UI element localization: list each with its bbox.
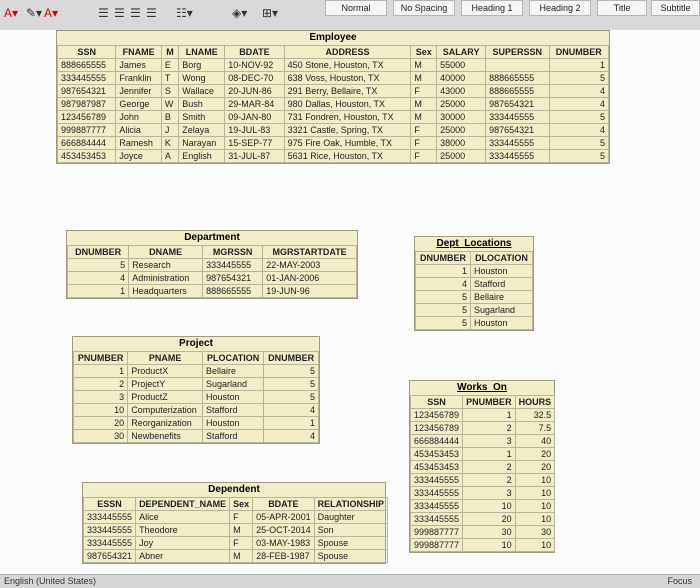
department-header-3: MGRSTARTDATE — [263, 246, 357, 259]
department-header-0: DNUMBER — [68, 246, 129, 259]
department-cell: 888665555 — [203, 285, 263, 298]
dept-locations-cell: Sugarland — [470, 304, 532, 317]
works-on-cell: 10 — [515, 513, 555, 526]
employee-cell: M — [411, 59, 437, 72]
dependent-row — [84, 524, 388, 537]
employee-cell: 5 — [549, 150, 609, 163]
project-cell: Reorganization — [128, 417, 203, 430]
department-table — [66, 230, 358, 299]
works-on-row — [411, 461, 555, 474]
department-header-2: MGRSSN — [203, 246, 263, 259]
department-row — [68, 272, 357, 285]
employee-cell: 38000 — [437, 137, 486, 150]
works-on-cell: 123456789 — [411, 409, 463, 422]
employee-cell: F — [411, 85, 437, 98]
dept-locations-table — [414, 236, 534, 331]
department-cell: Research — [129, 259, 203, 272]
works-on-row — [411, 422, 555, 435]
dependent-header-2: Sex — [230, 498, 253, 511]
font-color-icon[interactable]: A▾ — [44, 6, 59, 20]
dependent-cell: Daughter — [314, 511, 387, 524]
employee-row — [58, 124, 609, 137]
justify-icon[interactable]: ☰ — [146, 6, 157, 20]
employee-row — [58, 72, 609, 85]
employee-cell: 10-NOV-92 — [225, 59, 284, 72]
dependent-header-4: RELATIONSHIP — [314, 498, 387, 511]
dependent-title: Dependent — [208, 484, 260, 495]
employee-row — [58, 98, 609, 111]
employee-cell: Smith — [179, 111, 225, 124]
project-cell: 5 — [264, 391, 319, 404]
employee-cell: 333445555 — [486, 150, 549, 163]
dept-locations-header-0: DNUMBER — [416, 252, 471, 265]
dept-locations-cell: 5 — [416, 304, 471, 317]
employee-table — [56, 30, 610, 164]
employee-header-9: DNUMBER — [549, 46, 609, 59]
works-on-cell: 333445555 — [411, 500, 463, 513]
dept-locations-row — [416, 291, 533, 304]
project-cell: Bellaire — [203, 365, 264, 378]
employee-cell: 19-JUL-83 — [225, 124, 284, 137]
employee-cell: 08-DEC-70 — [225, 72, 284, 85]
employee-cell: 731 Fondren, Houston, TX — [284, 111, 411, 124]
department-cell: 19-JUN-96 — [263, 285, 357, 298]
employee-cell: 15-SEP-77 — [225, 137, 284, 150]
employee-cell: 43000 — [437, 85, 486, 98]
project-cell: 4 — [264, 404, 319, 417]
project-cell: 4 — [264, 430, 319, 443]
project-cell: Newbenefits — [128, 430, 203, 443]
department-cell: 5 — [68, 259, 129, 272]
employee-row — [58, 150, 609, 163]
dependent-cell: Joy — [136, 537, 230, 550]
style-no-spacing[interactable]: No Spacing — [393, 0, 455, 16]
project-cell: ProductZ — [128, 391, 203, 404]
employee-cell: Wallace — [179, 85, 225, 98]
project-row — [74, 365, 319, 378]
works-on-row — [411, 487, 555, 500]
employee-cell: 987987987 — [58, 98, 116, 111]
style-normal[interactable]: Normal — [325, 0, 387, 16]
works-on-cell: 10 — [515, 474, 555, 487]
works-on-cell: 333445555 — [411, 474, 463, 487]
dept-locations-row — [416, 278, 533, 291]
project-header-2: PLOCATION — [203, 352, 264, 365]
works-on-row — [411, 409, 555, 422]
employee-cell: Joyce — [116, 150, 161, 163]
employee-cell: James — [116, 59, 161, 72]
project-row — [74, 430, 319, 443]
project-row — [74, 404, 319, 417]
employee-header-0: SSN — [58, 46, 116, 59]
employee-cell: George — [116, 98, 161, 111]
employee-cell: 5 — [549, 137, 609, 150]
employee-cell: 450 Stone, Houston, TX — [284, 59, 411, 72]
works-on-cell: 10 — [515, 539, 555, 552]
dependent-cell: 333445555 — [84, 524, 136, 537]
works-on-header-2: HOURS — [515, 396, 555, 409]
project-cell: ProjectY — [128, 378, 203, 391]
dept-locations-cell: Stafford — [470, 278, 532, 291]
department-cell: Administration — [129, 272, 203, 285]
works-on-cell: 999887777 — [411, 539, 463, 552]
employee-cell: 25000 — [437, 98, 486, 111]
line-spacing-icon[interactable]: ☷▾ — [176, 6, 193, 20]
works-on-cell: 10 — [463, 539, 516, 552]
dependent-row — [84, 537, 388, 550]
dependent-cell: 25-OCT-2014 — [253, 524, 315, 537]
project-row — [74, 378, 319, 391]
project-table — [72, 336, 320, 444]
employee-cell: 4 — [549, 85, 609, 98]
employee-cell: 55000 — [437, 59, 486, 72]
project-cell: 2 — [74, 378, 128, 391]
employee-cell: F — [411, 124, 437, 137]
employee-cell: 30000 — [437, 111, 486, 124]
employee-cell: 987654321 — [486, 98, 549, 111]
dept-locations-cell: 4 — [416, 278, 471, 291]
employee-row — [58, 85, 609, 98]
align-left-icon[interactable]: ☰ — [98, 6, 109, 20]
employee-header-2: M — [161, 46, 178, 59]
employee-cell: F — [411, 137, 437, 150]
project-row — [74, 391, 319, 404]
employee-title: Employee — [309, 32, 357, 43]
dependent-cell: 05-APR-2001 — [253, 511, 315, 524]
employee-cell: 29-MAR-84 — [225, 98, 284, 111]
project-header-1: PNAME — [128, 352, 203, 365]
dept-locations-row — [416, 317, 533, 330]
project-cell: Houston — [203, 391, 264, 404]
project-cell: Houston — [203, 417, 264, 430]
dept-locations-cell: Bellaire — [470, 291, 532, 304]
works-on-row — [411, 539, 555, 552]
language-indicator[interactable]: English (United States) — [4, 576, 97, 586]
project-title: Project — [179, 338, 213, 349]
project-cell: 10 — [74, 404, 128, 417]
employee-row — [58, 137, 609, 150]
department-cell: 01-JAN-2006 — [263, 272, 357, 285]
employee-cell: E — [161, 59, 178, 72]
works-on-row — [411, 448, 555, 461]
employee-cell: K — [161, 137, 178, 150]
works-on-title: Works_On — [457, 382, 507, 393]
employee-cell: 888665555 — [486, 85, 549, 98]
works-on-header-0: SSN — [411, 396, 463, 409]
dependent-cell: Spouse — [314, 550, 387, 563]
project-header-0: PNUMBER — [74, 352, 128, 365]
borders-icon[interactable]: ⊞▾ — [262, 6, 279, 20]
employee-cell: 291 Berry, Bellaire, TX — [284, 85, 411, 98]
works-on-cell: 333445555 — [411, 487, 463, 500]
works-on-cell: 1 — [463, 448, 516, 461]
employee-cell: A — [161, 150, 178, 163]
employee-cell: John — [116, 111, 161, 124]
dependent-header-0: ESSN — [84, 498, 136, 511]
style-title[interactable]: Title — [597, 0, 647, 16]
project-cell: 20 — [74, 417, 128, 430]
works-on-header-1: PNUMBER — [463, 396, 516, 409]
project-cell: Sugarland — [203, 378, 264, 391]
works-on-cell: 1 — [463, 409, 516, 422]
align-right-icon[interactable]: ☰ — [130, 6, 141, 20]
department-cell: 1 — [68, 285, 129, 298]
project-cell: Stafford — [203, 430, 264, 443]
employee-cell: M — [411, 98, 437, 111]
dependent-cell: Spouse — [314, 537, 387, 550]
project-cell: 1 — [264, 417, 319, 430]
department-cell: 333445555 — [203, 259, 263, 272]
employee-cell: 1 — [549, 59, 609, 72]
project-cell: 1 — [74, 365, 128, 378]
employee-row — [58, 59, 609, 72]
dependent-cell: F — [230, 537, 253, 550]
style-heading-2[interactable]: Heading 2 — [529, 0, 591, 16]
works-on-cell: 333445555 — [411, 513, 463, 526]
employee-row — [58, 111, 609, 124]
employee-cell: 31-JUL-87 — [225, 150, 284, 163]
employee-cell: 40000 — [437, 72, 486, 85]
project-cell: 3 — [74, 391, 128, 404]
employee-cell: 975 Fire Oak, Humble, TX — [284, 137, 411, 150]
department-row — [68, 285, 357, 298]
employee-cell: Jennifer — [116, 85, 161, 98]
dept-locations-cell: 5 — [416, 317, 471, 330]
employee-cell: J — [161, 124, 178, 137]
employee-cell: 666884444 — [58, 137, 116, 150]
works-on-cell: 453453453 — [411, 448, 463, 461]
employee-header-5: ADDRESS — [284, 46, 411, 59]
works-on-cell: 10 — [463, 500, 516, 513]
employee-cell: Alicia — [116, 124, 161, 137]
works-on-cell: 30 — [515, 526, 555, 539]
employee-header-8: SUPERSSN — [486, 46, 549, 59]
employee-cell: Borg — [179, 59, 225, 72]
department-title: Department — [184, 232, 240, 243]
employee-cell: S — [161, 85, 178, 98]
focus-button[interactable]: Focus — [667, 576, 692, 586]
dependent-cell: 987654321 — [84, 550, 136, 563]
employee-cell: T — [161, 72, 178, 85]
employee-cell: 5 — [549, 111, 609, 124]
employee-cell: 987654321 — [58, 85, 116, 98]
works-on-row — [411, 526, 555, 539]
project-cell: 5 — [264, 365, 319, 378]
department-cell: 22-MAY-2003 — [263, 259, 357, 272]
employee-header-7: SALARY — [437, 46, 486, 59]
works-on-cell: 7.5 — [515, 422, 555, 435]
works-on-cell: 32.5 — [515, 409, 555, 422]
employee-cell: Ramesh — [116, 137, 161, 150]
works-on-cell: 2 — [463, 474, 516, 487]
works-on-cell: 453453453 — [411, 461, 463, 474]
employee-cell: 638 Voss, Houston, TX — [284, 72, 411, 85]
employee-cell — [486, 59, 549, 72]
works-on-cell: 3 — [463, 435, 516, 448]
dept-locations-cell: Houston — [470, 317, 532, 330]
department-cell: 4 — [68, 272, 129, 285]
works-on-cell: 40 — [515, 435, 555, 448]
status-bar — [0, 574, 700, 588]
dependent-cell: 03-MAY-1983 — [253, 537, 315, 550]
align-center-icon[interactable]: ☰ — [114, 6, 125, 20]
works-on-cell: 2 — [463, 461, 516, 474]
works-on-cell: 20 — [463, 513, 516, 526]
dept-locations-cell: Houston — [470, 265, 532, 278]
dependent-header-1: DEPENDENT_NAME — [136, 498, 230, 511]
employee-header-4: BDATE — [225, 46, 284, 59]
employee-cell: M — [411, 72, 437, 85]
dept-locations-header-1: DLOCATION — [470, 252, 532, 265]
employee-cell: Zelaya — [179, 124, 225, 137]
project-cell: ProductX — [128, 365, 203, 378]
employee-cell: 980 Dallas, Houston, TX — [284, 98, 411, 111]
department-cell: 987654321 — [203, 272, 263, 285]
works-on-cell: 10 — [515, 487, 555, 500]
ribbon — [0, 0, 700, 31]
dependent-row — [84, 511, 388, 524]
project-cell: Stafford — [203, 404, 264, 417]
employee-cell: 5 — [549, 72, 609, 85]
employee-header-1: FNAME — [116, 46, 161, 59]
highlight-color-icon[interactable]: A▾ — [4, 6, 19, 20]
employee-header-3: LNAME — [179, 46, 225, 59]
employee-header-6: Sex — [411, 46, 437, 59]
dependent-cell: 333445555 — [84, 537, 136, 550]
project-cell: Computerization — [128, 404, 203, 417]
dependent-cell: Theodore — [136, 524, 230, 537]
dependent-cell: Son — [314, 524, 387, 537]
dependent-cell: M — [230, 550, 253, 563]
employee-cell: 987654321 — [486, 124, 549, 137]
employee-cell: 20-JUN-86 — [225, 85, 284, 98]
employee-cell: 25000 — [437, 124, 486, 137]
employee-cell: 25000 — [437, 150, 486, 163]
works-on-row — [411, 474, 555, 487]
employee-cell: Bush — [179, 98, 225, 111]
dept-locations-row — [416, 265, 533, 278]
works-on-cell: 20 — [515, 448, 555, 461]
employee-cell: 333445555 — [486, 111, 549, 124]
employee-cell: 888665555 — [486, 72, 549, 85]
employee-cell: W — [161, 98, 178, 111]
employee-cell: 3321 Castle, Spring, TX — [284, 124, 411, 137]
employee-cell: 999887777 — [58, 124, 116, 137]
employee-cell: English — [179, 150, 225, 163]
dept-locations-cell: 1 — [416, 265, 471, 278]
dependent-cell: Alice — [136, 511, 230, 524]
dependent-cell: F — [230, 511, 253, 524]
works-on-cell: 30 — [463, 526, 516, 539]
department-row — [68, 259, 357, 272]
employee-cell: 888665555 — [58, 59, 116, 72]
works-on-row — [411, 500, 555, 513]
employee-cell: F — [411, 150, 437, 163]
employee-cell: 4 — [549, 98, 609, 111]
employee-cell: 123456789 — [58, 111, 116, 124]
pen-icon[interactable]: ✎▾ — [26, 6, 43, 20]
works-on-cell: 999887777 — [411, 526, 463, 539]
works-on-cell: 123456789 — [411, 422, 463, 435]
style-heading-1[interactable]: Heading 1 — [461, 0, 523, 16]
project-header-3: DNUMBER — [264, 352, 319, 365]
works-on-row — [411, 513, 555, 526]
dependent-cell: 333445555 — [84, 511, 136, 524]
employee-cell: 333445555 — [58, 72, 116, 85]
employee-cell: Wong — [179, 72, 225, 85]
style-subtitle[interactable]: Subtitle — [651, 0, 700, 16]
employee-cell: 333445555 — [486, 137, 549, 150]
employee-cell: Narayan — [179, 137, 225, 150]
document-page[interactable] — [0, 30, 700, 575]
shading-icon[interactable]: ◈▾ — [232, 6, 248, 20]
dependent-cell: 28-FEB-1987 — [253, 550, 315, 563]
employee-cell: 4 — [549, 124, 609, 137]
dependent-header-3: BDATE — [253, 498, 315, 511]
employee-cell: 453453453 — [58, 150, 116, 163]
dependent-cell: M — [230, 524, 253, 537]
works-on-cell: 2 — [463, 422, 516, 435]
dept-locations-title: Dept_Locations — [436, 238, 512, 249]
works-on-row — [411, 435, 555, 448]
works-on-cell: 20 — [515, 461, 555, 474]
works-on-table — [409, 380, 555, 553]
employee-cell: B — [161, 111, 178, 124]
works-on-cell: 666884444 — [411, 435, 463, 448]
dept-locations-cell: 5 — [416, 291, 471, 304]
employee-cell: Franklin — [116, 72, 161, 85]
works-on-cell: 10 — [515, 500, 555, 513]
project-cell: 30 — [74, 430, 128, 443]
project-row — [74, 417, 319, 430]
works-on-cell: 3 — [463, 487, 516, 500]
dependent-cell: Abner — [136, 550, 230, 563]
dependent-table — [82, 482, 386, 564]
department-header-1: DNAME — [129, 246, 203, 259]
dependent-row — [84, 550, 388, 563]
employee-cell: 09-JAN-80 — [225, 111, 284, 124]
dept-locations-row — [416, 304, 533, 317]
department-cell: Headquarters — [129, 285, 203, 298]
employee-cell: M — [411, 111, 437, 124]
project-cell: 5 — [264, 378, 319, 391]
employee-cell: 5631 Rice, Houston, TX — [284, 150, 411, 163]
